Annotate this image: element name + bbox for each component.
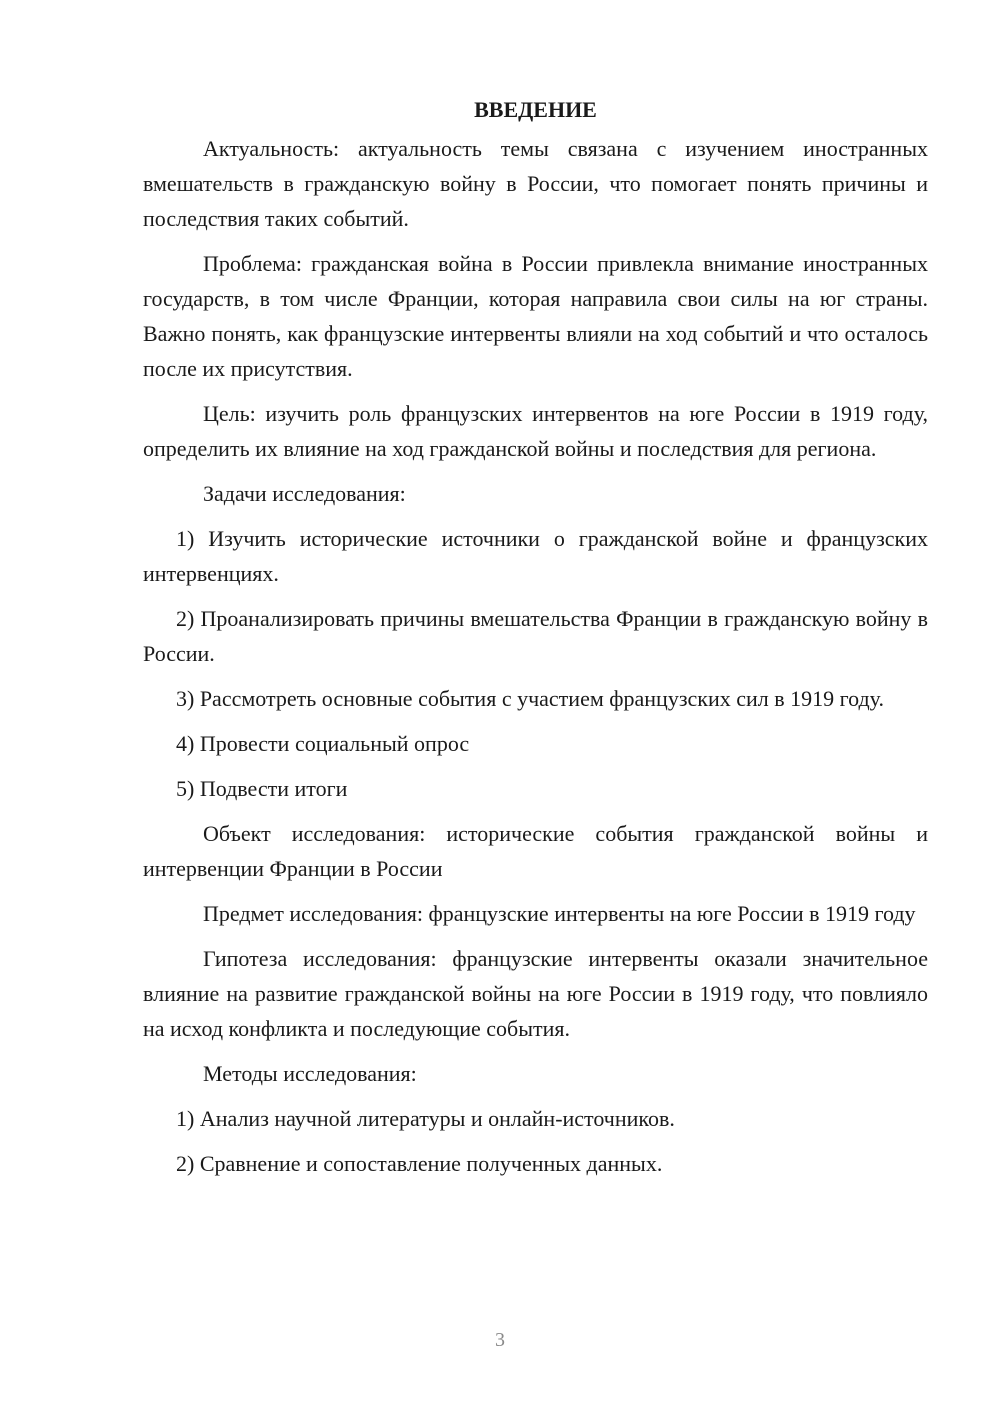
method-item-1: 1) Анализ научной литературы и онлайн-источников. [176, 1106, 675, 1131]
task-item-3: 3) Рассмотреть основные события с участием французских сил в 1919 году. [176, 686, 884, 711]
paragraph-tasks-heading: Задачи исследования: [203, 481, 406, 506]
paragraph-problem: Проблема: гражданская война в России привлекла внимание иностранных государств, в том числе Франции, которая направила свои силы на юг страны. Важно понять, как французские интервенты влияли на ход событий и что осталось после их присутствия. [143, 251, 928, 381]
document-page [143, 92, 928, 1191]
section-heading: ВВЕДЕНИЕ [474, 97, 597, 122]
paragraph-goal: Цель: изучить роль французских интервентов на юге России в 1919 году, определить их влияние на ход гражданской войны и последствия для региона. [143, 401, 928, 461]
task-item-1: 1) Изучить исторические источники о гражданской войне и французских интервенциях. [143, 526, 928, 586]
task-item-4: 4) Провести социальный опрос [176, 731, 470, 756]
paragraph-relevance: Актуальность: актуальность темы связана с изучением иностранных вмешательств в гражданскую войну в России, что помогает понять причины и последствия таких событий. [143, 136, 928, 231]
page-number: 3 [495, 1329, 505, 1351]
paragraph-hypothesis: Гипотеза исследования: французские интервенты оказали значительное влияние на развитие гражданской войны на юге России в 1919 году, что повлияло на исход конфликта и последующие события. [143, 946, 928, 1041]
task-item-2: 2) Проанализировать причины вмешательства Франции в гражданскую войну в России. [143, 606, 928, 666]
paragraph-object: Объект исследования: исторические события гражданской войны и интервенции Франции в России [143, 821, 928, 881]
paragraph-subject: Предмет исследования: французские интервенты на юге России в 1919 году [203, 901, 916, 926]
method-item-2: 2) Сравнение и сопоставление полученных данных. [176, 1151, 663, 1176]
task-item-5: 5) Подвести итоги [176, 776, 348, 801]
paragraph-methods-heading: Методы исследования: [203, 1061, 417, 1086]
